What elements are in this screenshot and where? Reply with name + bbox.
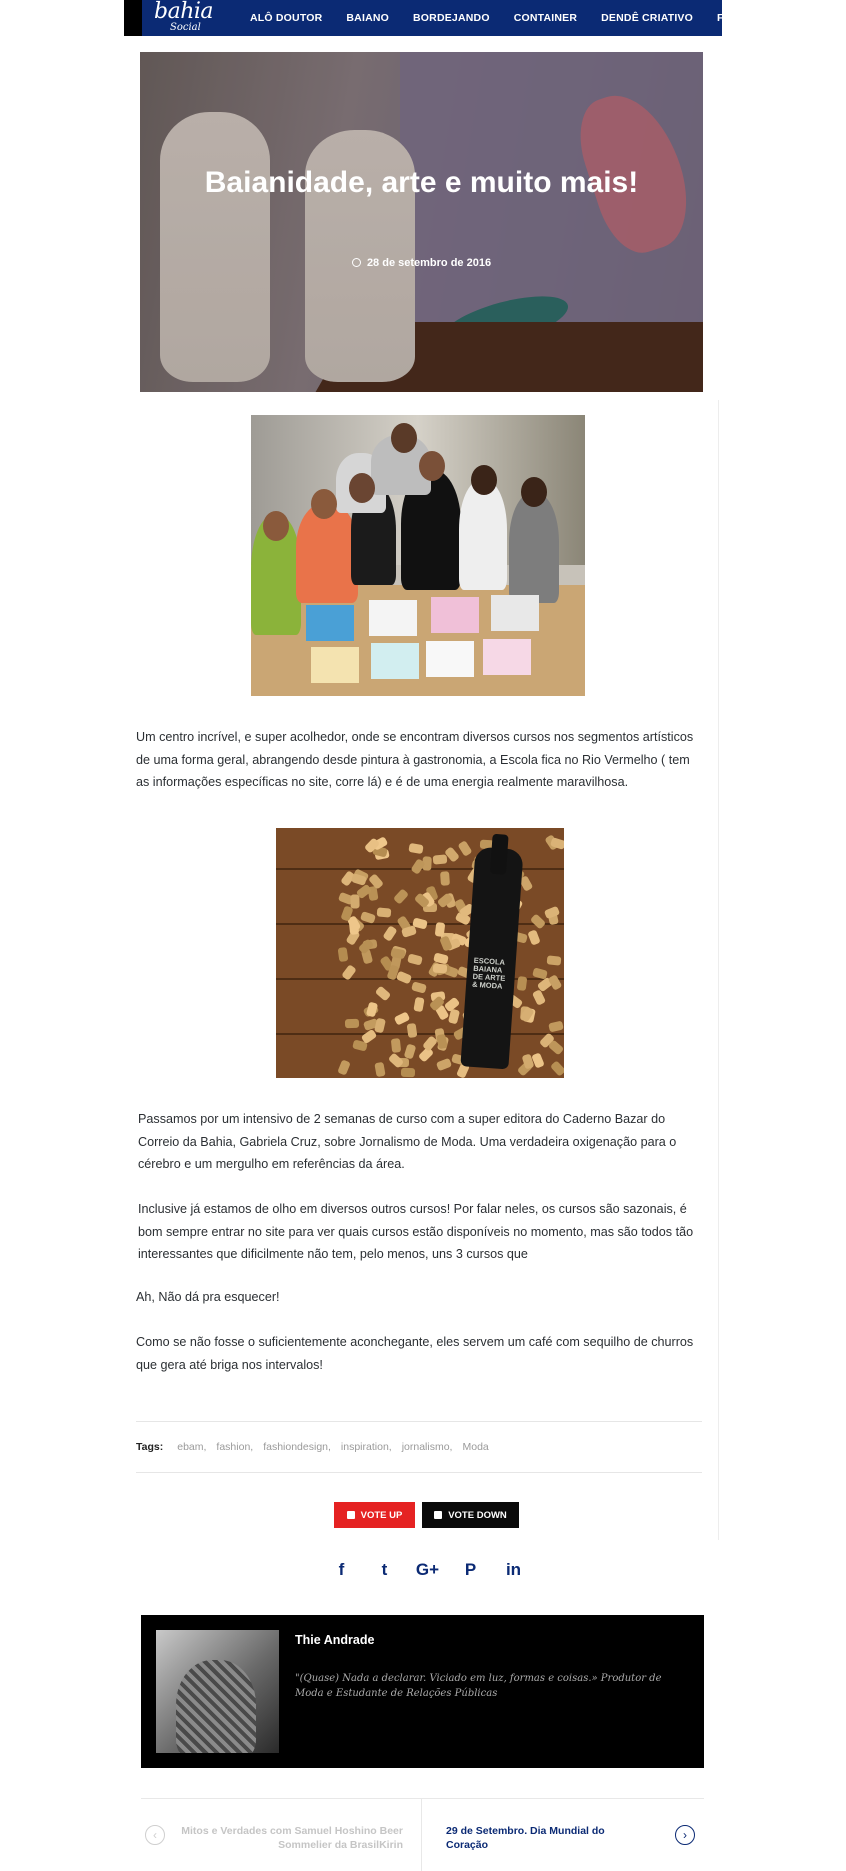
bottle-label: ESCOLA BAIANA DE ARTE & MODA	[471, 955, 506, 991]
tags-list	[136, 1441, 499, 1453]
person-head	[349, 473, 375, 503]
logo-text: bahia	[154, 0, 214, 24]
person-head	[311, 489, 337, 519]
hero-overlay	[140, 52, 703, 392]
nav-item-alo-doutor[interactable]: ALÔ DOUTOR	[250, 12, 323, 24]
cork	[375, 986, 391, 1002]
tag-link[interactable]: inspiration,	[340, 1441, 392, 1453]
artwork-sheet	[311, 647, 359, 683]
cork	[532, 989, 546, 1006]
author-bio: "(Quase) Nada a declarar. Viciado em luz, formas e coisas.» Produtor de Moda e Estudante de Relações Públicas	[295, 1673, 662, 1699]
wood-plank-line	[276, 1033, 564, 1035]
cork	[396, 970, 412, 984]
article-paragraph: Passamos por um intensivo de 2 semanas de curso com a super editora do Caderno Bazar do Correio da Bahia, Gabriela Cruz, sobre Jornalismo de Moda. Uma verdadeira oxigenação para o cérebro e um mergulho em referências da área.	[138, 1112, 677, 1171]
person-head	[521, 477, 547, 507]
article-paragraph: Ah, Não dá pra esquecer!	[136, 1290, 280, 1304]
person-head	[471, 465, 497, 495]
tags-divider-bottom	[136, 1472, 702, 1473]
cork	[345, 1019, 359, 1028]
nav-item-container[interactable]: CONTAINER	[513, 12, 578, 24]
chevron-right-icon[interactable]: ›	[675, 1825, 695, 1845]
cork	[374, 1018, 386, 1034]
artwork-sheet	[491, 595, 539, 631]
artwork-sheet	[426, 641, 474, 677]
cork	[548, 1040, 564, 1056]
vote-up-button[interactable]	[334, 1502, 415, 1528]
cork	[393, 889, 409, 905]
cork	[457, 840, 472, 857]
cork	[433, 964, 447, 974]
vote-up-label: VOTE UP	[360, 1509, 403, 1521]
cork	[408, 843, 423, 854]
clock-icon	[352, 258, 361, 267]
cork	[413, 997, 424, 1012]
post-nav-divider	[421, 1799, 422, 1871]
site-logo[interactable]	[154, 1, 213, 35]
cork	[410, 858, 425, 875]
next-post-link[interactable]: 29 de Setembro. Dia Mundial do Coração	[446, 1825, 605, 1851]
tag-link[interactable]: fashiondesign,	[263, 1441, 331, 1453]
cork	[390, 1038, 400, 1053]
post-title: Baianidade, arte e muito mais!	[204, 166, 639, 199]
artwork-sheet	[431, 597, 479, 633]
cork	[548, 1020, 564, 1032]
twitter-icon[interactable]: t	[381, 1560, 388, 1579]
cork	[404, 1043, 417, 1059]
author-name[interactable]: Thie Andrade	[295, 1633, 375, 1647]
cork	[401, 1067, 415, 1076]
author-avatar[interactable]	[156, 1630, 279, 1753]
author-avatar-figure	[176, 1660, 256, 1753]
artwork-sheet	[306, 605, 354, 641]
tags-label: Tags:	[136, 1441, 164, 1453]
vote-down-label: VOTE DOWN	[448, 1509, 507, 1521]
artwork-sheet	[371, 643, 419, 679]
cork	[375, 1062, 386, 1077]
author-box	[141, 1615, 704, 1768]
cork	[527, 930, 540, 946]
cork	[411, 981, 427, 994]
thumbs-up-icon	[347, 1511, 355, 1519]
tag-link[interactable]: jornalismo,	[401, 1441, 453, 1453]
cork	[550, 1061, 564, 1077]
vote-down-button[interactable]	[422, 1502, 519, 1528]
linkedin-icon[interactable]: in	[505, 1560, 522, 1579]
tag-link[interactable]: Moda	[462, 1441, 489, 1453]
post-date-text: 28 de setembro de 2016	[366, 257, 492, 269]
cork-bottle-photo	[276, 828, 564, 1078]
share-bar	[320, 1560, 535, 1580]
tag-link[interactable]: fashion,	[216, 1441, 254, 1453]
cork	[434, 922, 445, 937]
cork	[547, 974, 562, 991]
artwork-sheet	[483, 639, 531, 675]
cork	[377, 907, 392, 917]
cork	[338, 947, 349, 962]
content-right-border	[718, 400, 719, 1540]
cork	[547, 956, 562, 966]
cork	[432, 855, 447, 865]
nav-menu	[250, 0, 777, 36]
chevron-left-icon[interactable]: ‹	[145, 1825, 165, 1845]
cork	[440, 871, 450, 886]
nav-item-baiano[interactable]: BAIANO	[346, 12, 390, 24]
hero-image	[140, 52, 703, 392]
article-paragraph: Inclusive já estamos de olho em diversos outros cursos! Por falar neles, os cursos são sazonais, é bom sempre entrar no site para ver quais cursos estão disponíveis no momento, mas são todos tão interessantes que dificilmente não tem, pelo menos, uns 3 cursos que	[138, 1202, 694, 1261]
cork	[383, 925, 398, 942]
person-head	[391, 423, 417, 453]
nav-item-bordejando[interactable]: BORDEJANDO	[413, 12, 490, 24]
cork	[436, 1058, 452, 1071]
post-date	[140, 257, 703, 269]
person-head	[419, 451, 445, 481]
logo-subtext: Social	[170, 22, 201, 33]
article-paragraph: Como se não fosse o suficientemente aconchegante, eles servem um café com sequilho de churros que gera até briga nos intervalos!	[136, 1335, 694, 1372]
person	[459, 480, 507, 590]
bottle-neck	[490, 834, 509, 875]
cork	[366, 1001, 378, 1017]
person-head	[263, 511, 289, 541]
pinterest-icon[interactable]: P	[464, 1560, 477, 1579]
nav-item-futebol[interactable]: FUTEB	[717, 12, 754, 24]
cork	[358, 939, 374, 955]
post-navigation	[141, 1798, 704, 1871]
group-photo	[251, 415, 585, 696]
facebook-icon[interactable]: f	[338, 1560, 345, 1579]
previous-post-link[interactable]: Mitos e Verdades com Samuel Hoshino Beer Sommelier da BrasilKirin	[181, 1825, 403, 1851]
thumbs-down-icon	[434, 1511, 442, 1519]
cork	[406, 1023, 417, 1038]
article-paragraph: Um centro incrível, e super acolhedor, onde se encontram diversos cursos nos segmentos artísticos de uma forma geral, abrangendo desde pintura à gastronomia, a Escola fica no Rio Vermelho ( tem as informações específicas no site, corre lá) e é de uma energia realmente maravilhosa.	[136, 730, 694, 789]
cork	[436, 1033, 448, 1048]
nav-item-dende-criativo[interactable]: DENDÊ CRIATIVO	[601, 12, 694, 24]
google-plus-icon[interactable]: G+	[415, 1560, 440, 1579]
cork	[407, 954, 423, 966]
tags-divider-top	[136, 1421, 702, 1422]
cork	[337, 1059, 351, 1075]
person	[509, 493, 559, 603]
artwork-sheet	[369, 600, 417, 636]
cork	[530, 914, 546, 930]
cork	[517, 976, 528, 991]
nav-left-strip	[124, 0, 142, 36]
cork	[448, 1009, 460, 1025]
tag-link[interactable]: ebam,	[177, 1441, 207, 1453]
